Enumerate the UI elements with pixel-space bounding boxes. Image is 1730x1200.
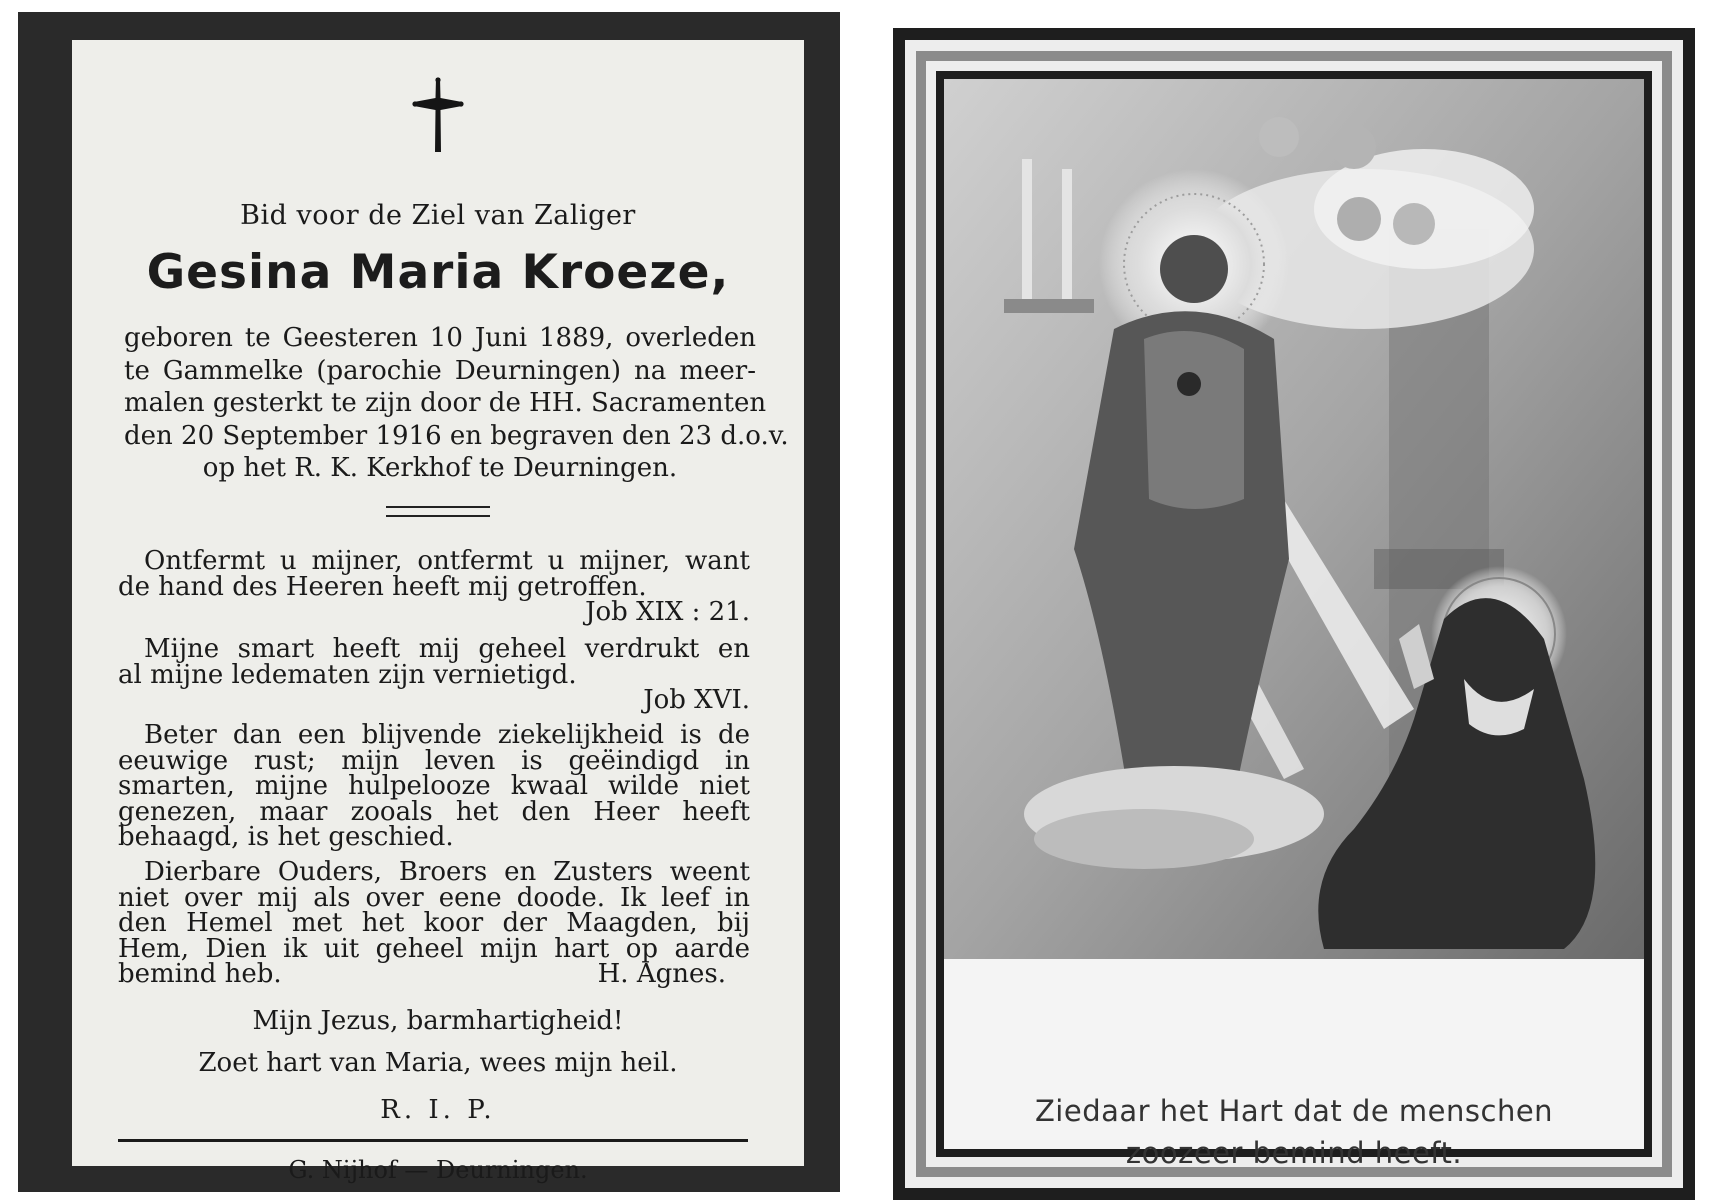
sacred-heart [1177,372,1201,396]
verse-line: al mijne ledematen zijn vernietigd. [118,659,577,690]
caption-line: zoozeer bemind heeft. [1125,1136,1463,1170]
verse-eternal-rest [118,720,750,852]
cherub [1332,125,1376,169]
memorial-card-text-side [18,12,840,1192]
rip-text: R. I. P. [380,1095,496,1125]
cherub [1259,117,1299,157]
verse-line: Mijne smart heeft mij geheel verdrukt en [144,634,750,664]
verse-line: Ontfermt u mijner, ontfermt u mijner, want [144,546,750,576]
cross-icon [410,76,466,154]
closing-prayer: Mijn Jezus, barmhartigheid! [252,1006,624,1036]
bio-line: malen gesterkt te zijn door de HH. Sacramenten [124,388,767,418]
image-frame-grey [916,51,1672,1177]
prayer-header: Bid voor de Ziel van Zaliger [240,200,636,231]
caption-line: Ziedaar het Hart dat de menschen [1034,1094,1554,1128]
verse-line: eeuwige rust; mijn leven is geëindigd in [118,745,750,776]
verse-line: smarten, mijne hulpelooze kwaal wilde niet [118,771,750,801]
cherub [1337,197,1381,241]
bio-line: den 20 September 1916 en begraven den 23 d.o.v. [124,420,789,451]
image-frame-inner [936,71,1652,1170]
verse-job-16 [118,634,750,715]
verse-line: Hem, Dien ik uit geheel mijn hart op aarde [118,933,750,964]
bio-line: geboren te Geesteren 10 Juni 1889, overleden [124,323,756,353]
cherub [1393,203,1435,245]
verse-line: Dierbare Ouders, Broers en Zusters weent [144,857,750,887]
biography-block [124,322,789,485]
verse-last-line [118,959,750,989]
verse-line: de hand des Heeren heeft mij getroffen. [118,571,647,602]
bottom-rule [118,1139,748,1142]
candle [1062,169,1072,299]
verse-line: Beter dan een blijvende ziekelijkheid is de [144,720,750,750]
verse-reference: H. Agnes. [597,959,726,989]
verse-line: genezen, maar zooals het den Heer heeft [118,796,750,827]
verse-job-19 [118,546,750,627]
candle [1022,159,1032,299]
memorial-card-image-side [893,28,1695,1200]
verse-h-agnes [118,857,750,989]
bio-line: te Gammelke (parochie Deurningen) na meer- [124,355,756,386]
verse-line: behaagd, is het geschied. [118,822,454,852]
printer-credit: G. Nijhof — Deurningen. [288,1156,588,1184]
verse-line: bemind heb. [118,959,282,989]
closing-prayer: Zoet hart van Maria, wees mijn heil. [198,1048,678,1078]
sacred-heart-illustration [944,79,1644,959]
double-rule-divider [386,506,490,517]
verse-line: niet over mij als over eene doode. Ik leef in [118,882,750,913]
deceased-name: Gesina Maria Kroeze, [146,245,730,300]
verse-reference: Job XVI. [643,685,750,715]
verse-reference: Job XIX : 21. [585,597,750,627]
verse-line: den Hemel met het koor der Maagden, bij [118,908,750,938]
memorial-card-paper [72,40,804,1184]
bio-line: op het R. K. Kerkhof te Deurningen. [202,453,678,483]
jesus-head [1160,235,1228,303]
